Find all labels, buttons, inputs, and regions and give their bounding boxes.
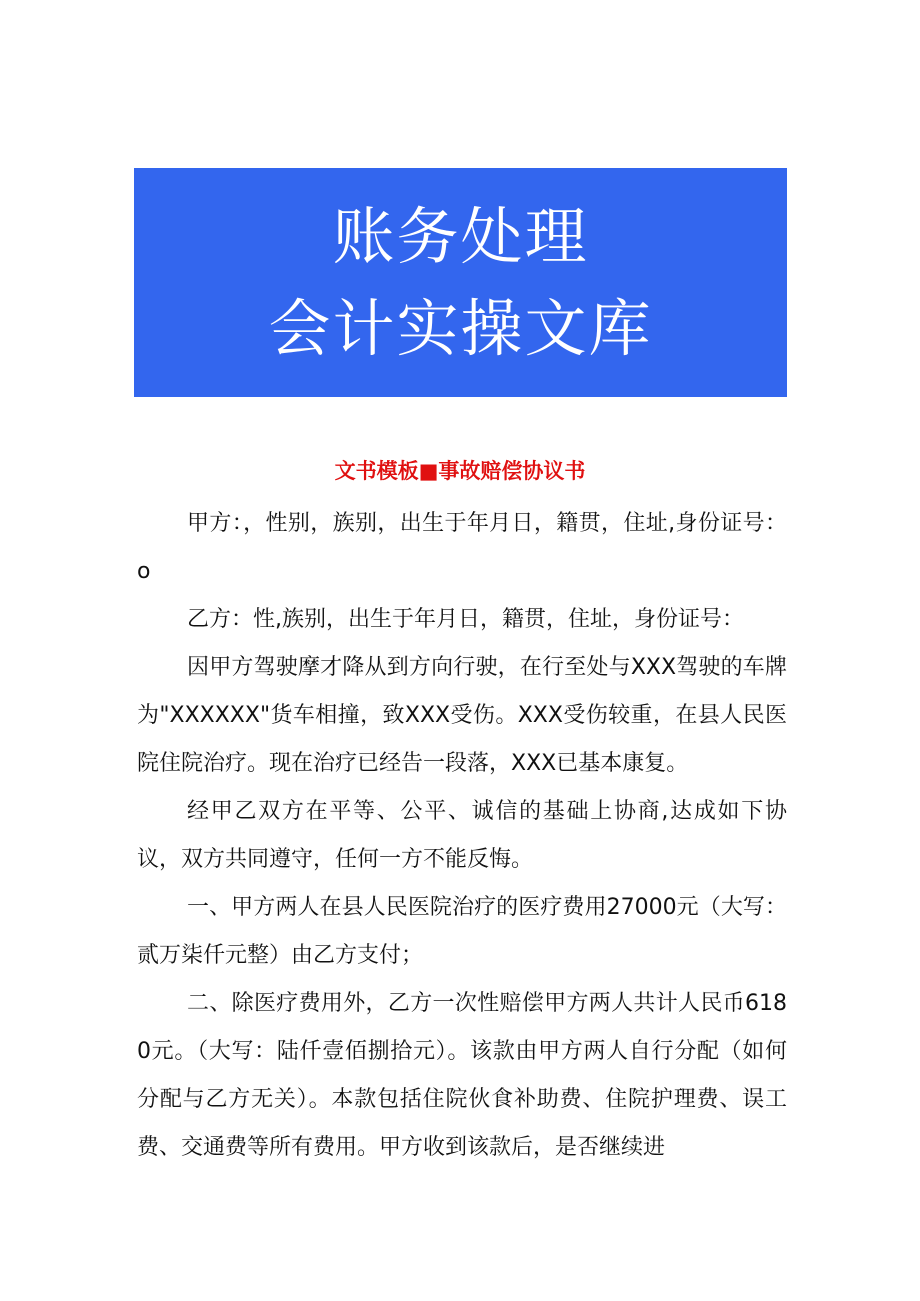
header-banner [134,168,787,397]
banner-title-line-2: 会计实操文库 [268,291,653,365]
paragraph-clause-1: 一、甲方两人在县人民医院治疗的医疗费用27000元（大写：贰万柒仟元整）由乙方支付； [137,895,787,968]
paragraph-party-a: 甲方：，性别，族别，出生于年月日，籍贯，住址,身份证号：o [137,511,787,584]
paragraph-accident: 因甲方驾驶摩才降从到方向行驶，在行至处与XXX驾驶的车牌为"XXXXXX"货车相撞，致XXX受伤。XXX受伤较重，在县人民医院住院治疗。现在治疗已经告一段落，XXX已基本康复。 [137,655,787,776]
paragraph-clause-2: 二、除医疗费用外，乙方一次性赔偿甲方两人共计人民币6180元。（大写：陆仟壹佰捌拾元）。该款由甲方两人自行分配（如何分配与乙方无关）。本款包括住院伙食补助费、住院护理费、误工费、交通费等所有费用。甲方收到该款后，是否继续进 [137,991,787,1160]
paragraph-party-b: 乙方：性,族别，出生于年月日，籍贯，住址，身份证号： [187,607,744,632]
banner-title-line-1: 账务处理 [332,199,589,273]
document-body [137,500,787,1172]
paragraph-agreement: 经甲乙双方在平等、公平、诚信的基础上协商,达成如下协议，双方共同遵守，任何一方不能反悔。 [137,799,787,872]
document-title: 文书模板■事故赔偿协议书 [334,459,586,483]
